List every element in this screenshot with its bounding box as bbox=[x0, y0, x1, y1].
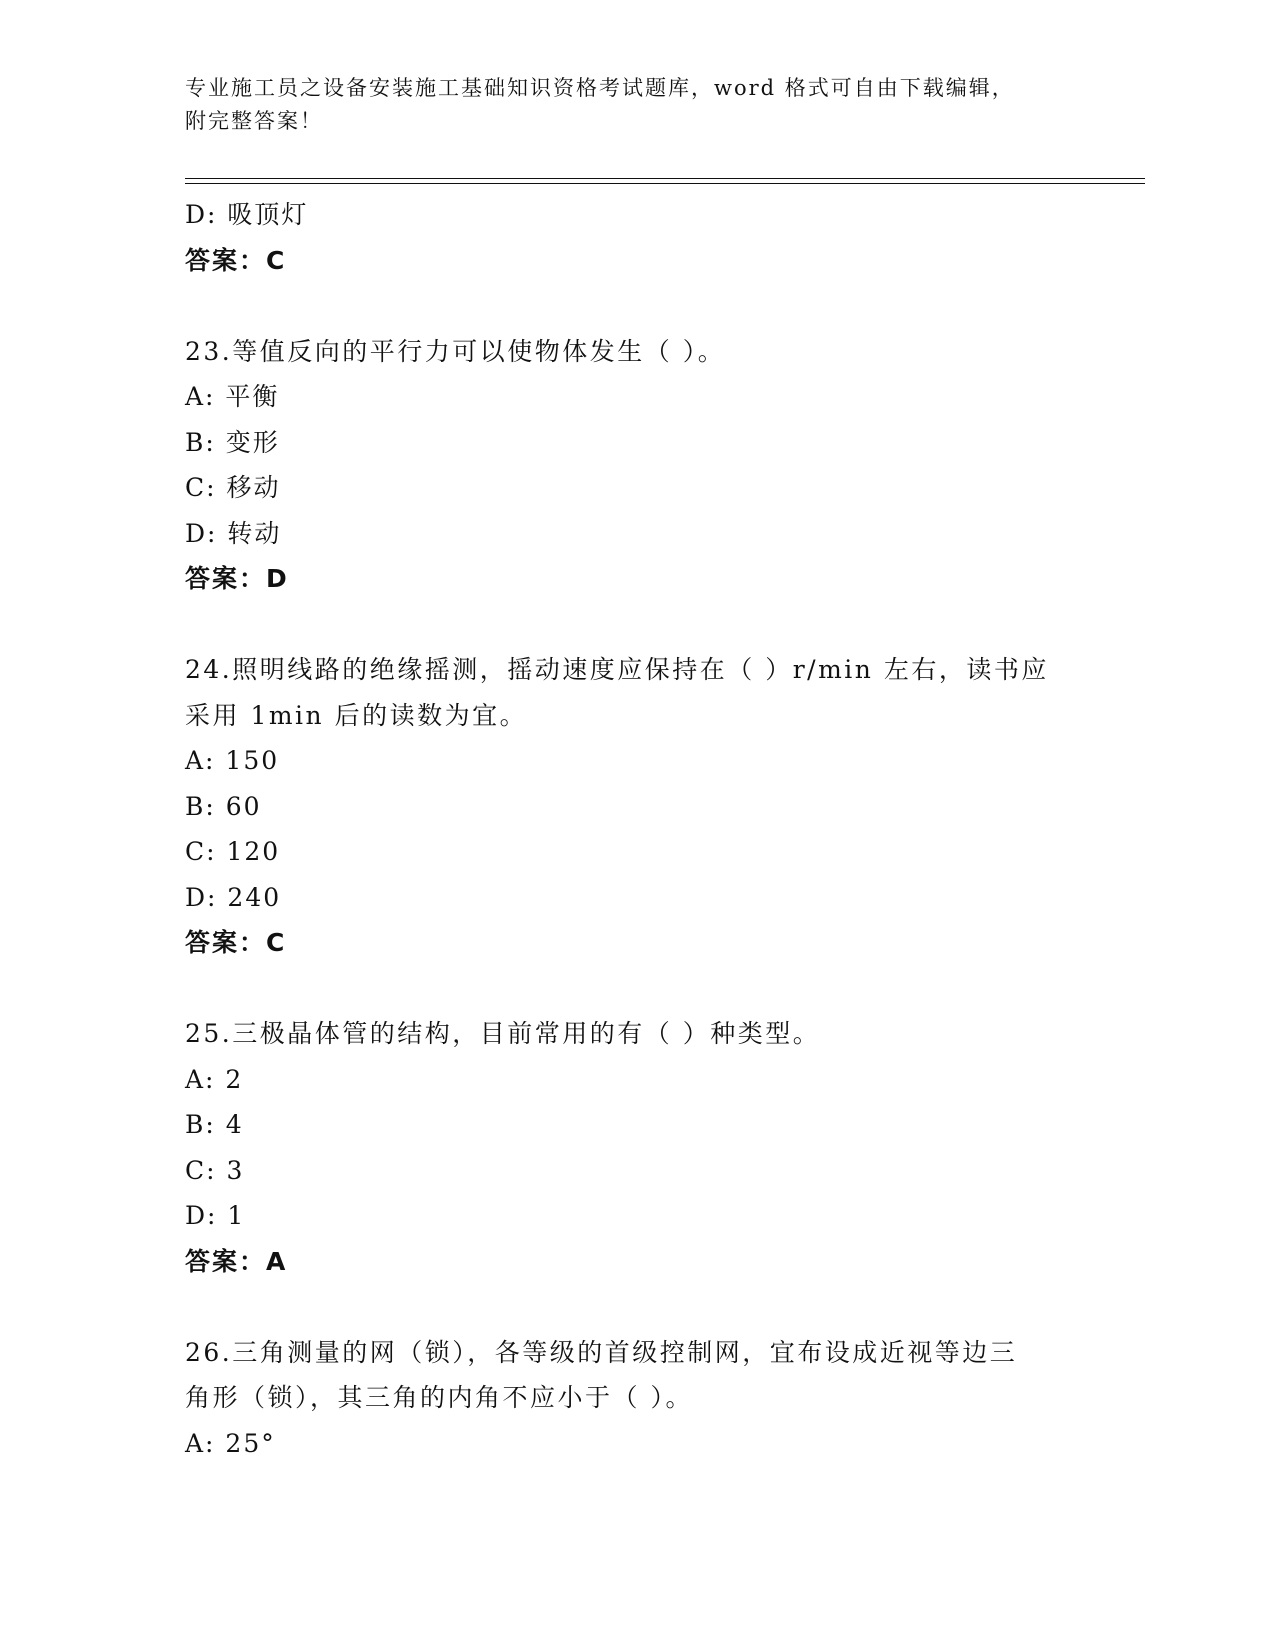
option-c: C: 移动 bbox=[185, 473, 281, 502]
question-24 bbox=[185, 647, 1085, 738]
spacer bbox=[185, 1284, 1085, 1330]
spacer bbox=[185, 283, 1085, 329]
question-stem-line-2: 角形（锁），其三角的内角不应小于（ ）。 bbox=[185, 1383, 693, 1412]
question-25 bbox=[185, 1011, 1085, 1057]
option-a: A: 150 bbox=[185, 746, 280, 775]
option-a: A: 2 bbox=[185, 1064, 244, 1094]
question-26 bbox=[185, 1330, 1085, 1421]
answer: 答案：C bbox=[185, 928, 287, 957]
spacer bbox=[185, 602, 1085, 648]
header-title-line-2: 附完整答案！ bbox=[185, 109, 323, 133]
option-b: B: 4 bbox=[185, 1110, 244, 1139]
option-d: D: 转动 bbox=[185, 518, 282, 548]
option-d: D: 1 bbox=[185, 1201, 246, 1230]
question-23 bbox=[185, 329, 1085, 375]
option-b: B: 60 bbox=[185, 791, 262, 821]
question-stem-line-2: 采用 1min 后的读数为宜。 bbox=[185, 700, 528, 730]
option-b: B: 变形 bbox=[185, 427, 280, 457]
prev-option-d: D: 吸顶灯 bbox=[185, 200, 309, 229]
question-stem-line-1: 26.三角测量的网（锁），各等级的首级控制网，宜布设成近视等边三 bbox=[185, 1337, 1018, 1367]
question-stem: 25.三极晶体管的结构，目前常用的有（ ）种类型。 bbox=[185, 1019, 821, 1048]
option-d: D: 240 bbox=[185, 882, 282, 912]
option-c: C: 120 bbox=[185, 837, 281, 866]
answer: 答案：D bbox=[185, 564, 289, 593]
option-a: A: 平衡 bbox=[185, 382, 280, 411]
option-a: A: 25° bbox=[185, 1428, 276, 1458]
option-c: C: 3 bbox=[185, 1155, 245, 1185]
spacer bbox=[185, 966, 1085, 1012]
question-stem: 23.等值反向的平行力可以使物体发生（ ）。 bbox=[185, 336, 726, 366]
page-header bbox=[185, 72, 1065, 138]
header-title-line-1: 专业施工员之设备安装施工基础知识资格考试题库，word 格式可自由下载编辑， bbox=[185, 76, 1015, 100]
header-divider-top bbox=[185, 178, 1145, 179]
answer: 答案：A bbox=[185, 1246, 288, 1276]
question-stem-line-1: 24.照明线路的绝缘摇测，摇动速度应保持在（ ）r/min 左右，读书应 bbox=[185, 655, 1049, 684]
prev-answer: 答案：C bbox=[185, 245, 287, 275]
header-divider-bottom bbox=[185, 183, 1145, 184]
question-list bbox=[185, 192, 1085, 1466]
